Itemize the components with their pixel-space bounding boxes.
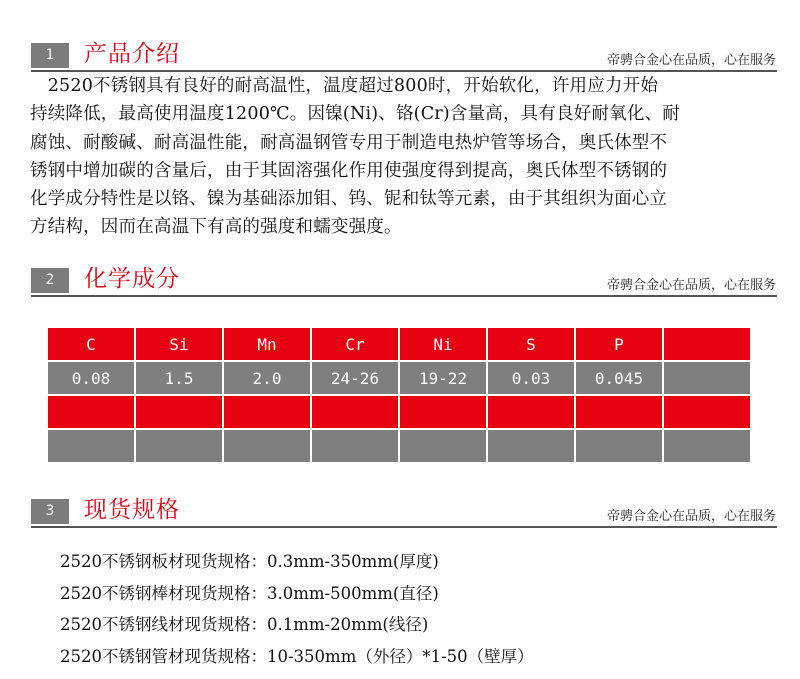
empty-cell [312,396,398,428]
value-cell [664,362,750,394]
empty-cell [576,396,662,428]
intro-line: 持续降低，最高使用温度1200℃。因镍(Ni)、铬(Cr)含量高，具有良好耐氧化、耐 [30,104,680,125]
element-cell: Cr [312,328,398,360]
empty-cell [224,430,310,462]
value-cell: 24-26 [312,362,398,394]
value-cell: 0.03 [488,362,574,394]
empty-cell [488,396,574,428]
empty-cell [136,430,222,462]
empty-cell [312,430,398,462]
table-row [48,362,750,394]
section-number: 1 [31,43,69,68]
section-header-chemistry [0,263,800,297]
section-divider [31,526,777,528]
empty-cell [48,430,134,462]
section-slogan: 帝骋合金心在品质，心在服务 [606,509,776,524]
table-header-row [48,328,750,360]
spec-item: 2520不锈钢管材现货规格：10-350mm（外径）*1-50（壁厚） [60,646,534,666]
table-row [48,396,750,428]
section-title: 产品介绍 [84,41,180,67]
value-cell: 2.0 [224,362,310,394]
value-cell: 0.045 [576,362,662,394]
empty-cell [400,430,486,462]
intro-line: 方结构，因而在高温下有高的强度和蠕变强度。 [30,217,402,238]
empty-cell [664,430,750,462]
empty-cell [136,396,222,428]
element-cell: Mn [224,328,310,360]
spec-item: 2520不锈钢线材现货规格：0.1mm-20mm(线径) [60,615,429,634]
element-cell: P [576,328,662,360]
intro-line: 腐蚀、耐酸碱、耐高温性能，耐高温钢管专用于制造电热炉管等场合，奥氏体型不 [30,132,668,153]
section-number: 3 [31,499,69,524]
chemical-composition-table [46,326,752,464]
empty-cell [400,396,486,428]
section-number: 2 [31,268,69,293]
value-cell: 19-22 [400,362,486,394]
empty-cell [576,430,662,462]
value-cell: 1.5 [136,362,222,394]
element-cell: C [48,328,134,360]
empty-cell [48,396,134,428]
spec-item: 2520不锈钢棒材现货规格：3.0mm-500mm(直径) [60,583,439,603]
spec-list [60,546,534,672]
empty-cell [664,396,750,428]
spec-item: 2520不锈钢板材现货规格：0.3mm-350mm(厚度) [60,552,439,571]
intro-line: 2520不锈钢具有良好的耐高温性，温度超过800时，开始软化，许用应力开始 [30,76,659,96]
intro-line: 化学成分特性是以铬、镍为基础添加钼、钨、铌和钛等元素，由于其组织为面心立 [30,189,668,210]
intro-line: 锈钢中增加碳的含量后，由于其固溶强化作用使强度得到提高，奥氏体型不锈钢的 [30,160,668,181]
intro-paragraph [30,72,782,242]
table-row [48,430,750,462]
section-title: 现货规格 [84,497,180,523]
value-cell: 0.08 [48,362,134,394]
section-header-intro [0,38,800,72]
empty-cell [488,430,574,462]
element-cell: Si [136,328,222,360]
element-cell: Ni [400,328,486,360]
section-divider [31,295,777,297]
section-title: 化学成分 [84,266,180,292]
element-cell: S [488,328,574,360]
section-header-specs [0,494,800,528]
empty-cell [224,396,310,428]
section-slogan: 帝骋合金心在品质，心在服务 [606,278,776,293]
section-slogan: 帝骋合金心在品质，心在服务 [606,53,776,68]
element-cell [664,328,750,360]
